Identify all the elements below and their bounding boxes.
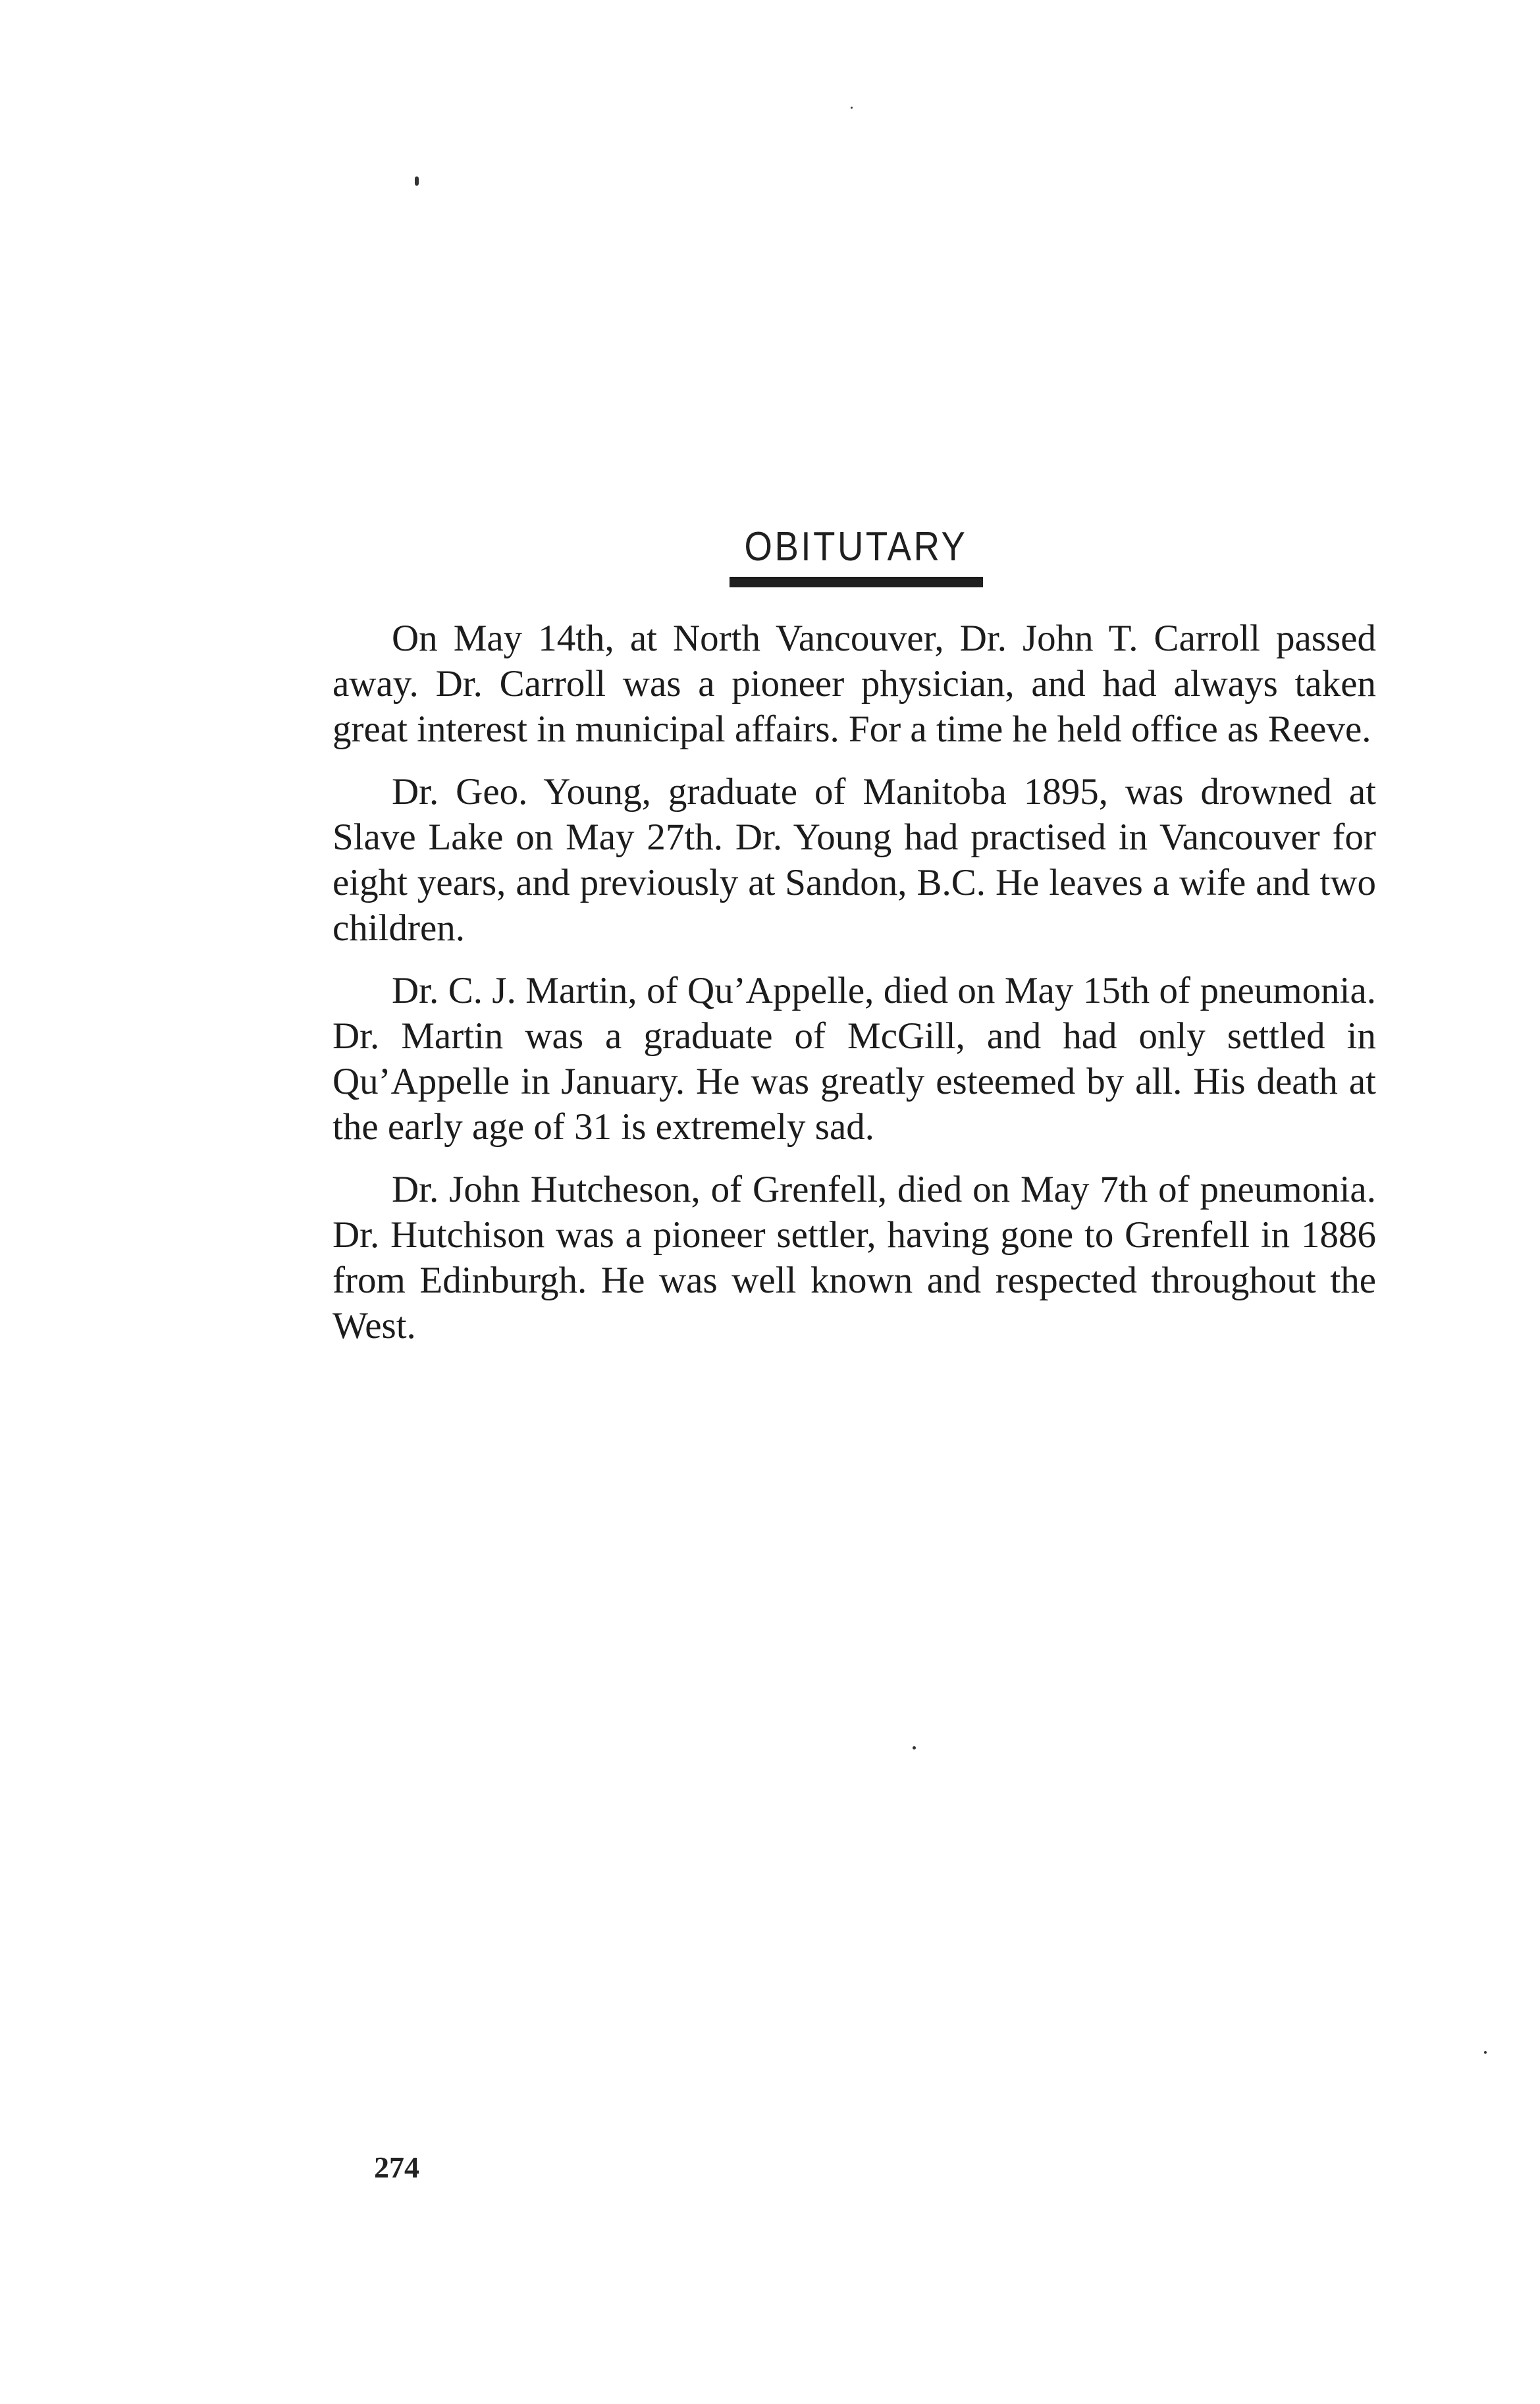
obituary-paragraph-martin: Dr. C. J. Martin, of Qu’Appelle, died on May 15th of pneumonia. Dr. Martin was a graduate of McGill, and had only settled in Qu’Appelle in January. He was greatly esteemed by all. His death at the early age of 31 is extremely sad. — [332, 970, 1376, 1148]
obituary-body — [332, 616, 1376, 1366]
page-title: OBITUTARY — [744, 524, 968, 570]
title-block — [718, 524, 994, 587]
print-speck — [913, 1746, 916, 1750]
page-number: 274 — [374, 2150, 419, 2184]
print-speck — [851, 107, 853, 109]
obituary-paragraph-hutcheson: Dr. John Hutcheson, of Grenfell, died on May 7th of pneumonia. Dr. Hutchison was a pioneer settler, having gone to Grenfell in 1886 from Edinburgh. He was well known and respected throughout the West. — [332, 1169, 1376, 1347]
obituary-paragraph-carroll: On May 14th, at North Vancouver, Dr. John T. Carroll passed away. Dr. Carroll was a pioneer physician, and had always taken great interest in municipal affairs. For a time he held office as Reeve. — [332, 618, 1376, 750]
print-speck — [415, 176, 419, 186]
print-speck — [1484, 2051, 1487, 2054]
obituary-paragraph-young: Dr. Geo. Young, graduate of Manitoba 1895, was drowned at Slave Lake on May 27th. Dr. Young had practised in Vancouver for eight years, and previously at Sandon, B.C. He leaves a wife and two children. — [332, 771, 1376, 949]
title-underline — [730, 577, 983, 587]
